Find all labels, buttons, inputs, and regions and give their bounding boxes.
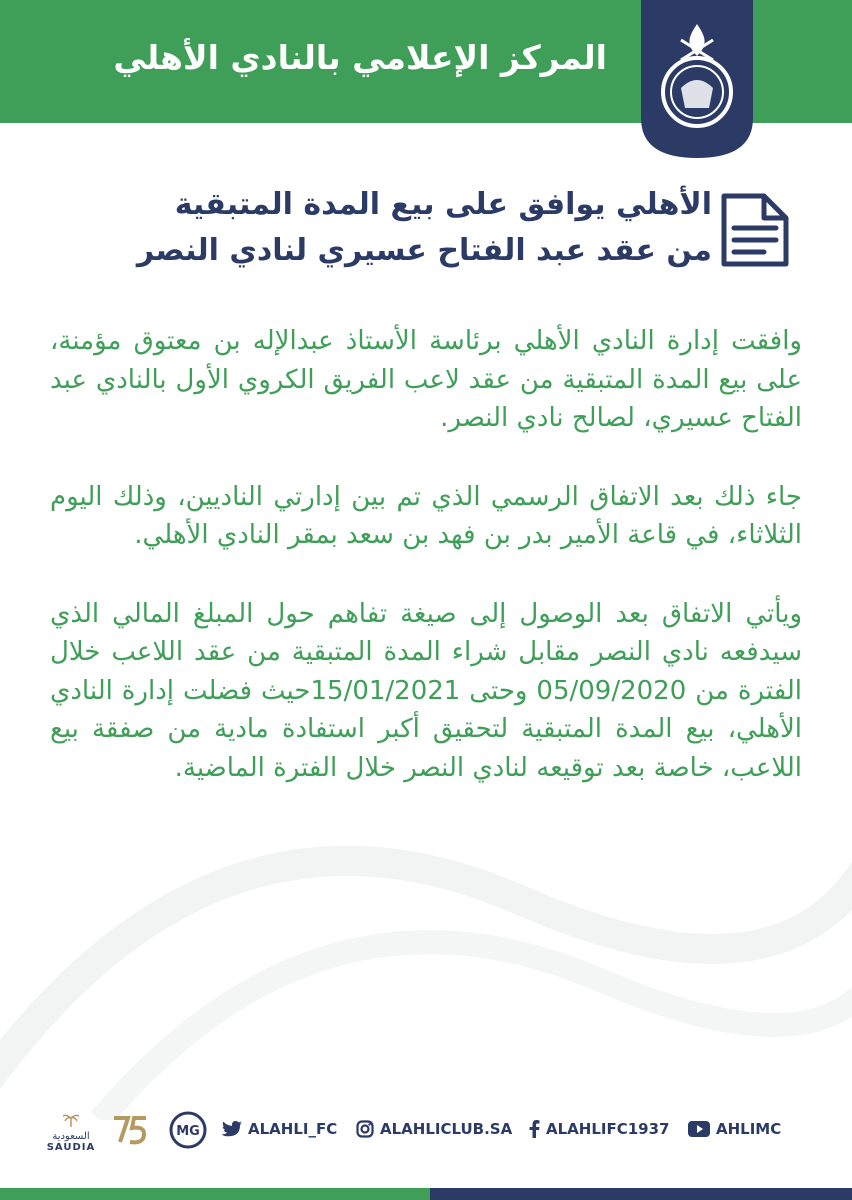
footer-navy-bar xyxy=(430,1188,852,1200)
twitter-icon xyxy=(222,1121,242,1137)
twitter-handle[interactable] xyxy=(222,1120,337,1138)
document-icon xyxy=(716,192,792,268)
youtube-label: AHLIMC xyxy=(716,1120,782,1138)
club-crest-logo xyxy=(641,0,753,158)
headline-line-1: الأهلي يوافق على بيع المدة المتبقية xyxy=(174,187,712,222)
headline-line-2: من عقد عبد الفتاح عسيري لنادي النصر xyxy=(136,233,712,268)
saudia-english: SAUDIA xyxy=(46,1142,96,1153)
saudia-logo xyxy=(38,1112,104,1153)
facebook-handle[interactable] xyxy=(528,1120,669,1138)
anniversary-75-logo xyxy=(110,1112,152,1148)
facebook-label: ALAHLIFC1937 xyxy=(546,1120,670,1138)
instagram-icon xyxy=(356,1120,374,1138)
instagram-handle[interactable] xyxy=(356,1120,512,1138)
facebook-icon xyxy=(528,1120,540,1138)
mg-logo-text: MG xyxy=(176,1124,200,1139)
paragraph-1: وافقت إدارة النادي الأهلي برئاسة الأستاذ عبدالإله بن معتوق مؤمنة، على بيع المدة المتبقية من عقد لاعب الفريق الكروي الأول بالنادي عبد الفتاح عسيري، لصالح نادي النصر. xyxy=(50,326,802,433)
paragraph-3: ويأتي الاتفاق بعد الوصول إلى صيغة تفاهم حول المبلغ المالي الذي سيدفعه نادي النصر مقابل شراء المدة المتبقية من عقد اللاعب خلال الفترة من 05/09/2020 وحتى 15/01/2021حيث فضلت إدارة النادي الأهلي، بيع المدة المتبقية لتحقيق أكبر استفادة مادية من صفقة بيع اللاعب، خاصة بعد توقيعه لنادي النصر خلال الفترة الماضية. xyxy=(50,598,803,783)
saudia-arabic: السعودية xyxy=(52,1131,90,1142)
twitter-label: ALAHLI_FC xyxy=(248,1120,338,1138)
mg-logo xyxy=(168,1110,208,1150)
article-body xyxy=(50,322,802,827)
paragraph-2: جاء ذلك بعد الاتفاق الرسمي الذي تم بين إدارتي الناديين، وذلك اليوم الثلاثاء، في قاعة الأمير بدر بن فهد بن سعد بمقر النادي الأهلي. xyxy=(50,481,802,550)
youtube-icon xyxy=(688,1121,710,1137)
instagram-label: ALAHLICLUB.SA xyxy=(380,1120,513,1138)
header-title: المركز الإعلامي بالنادي الأهلي xyxy=(113,38,607,77)
headline xyxy=(112,182,712,274)
youtube-handle[interactable] xyxy=(688,1120,781,1138)
palm-icon xyxy=(63,1113,79,1127)
footer-green-bar xyxy=(0,1188,430,1200)
